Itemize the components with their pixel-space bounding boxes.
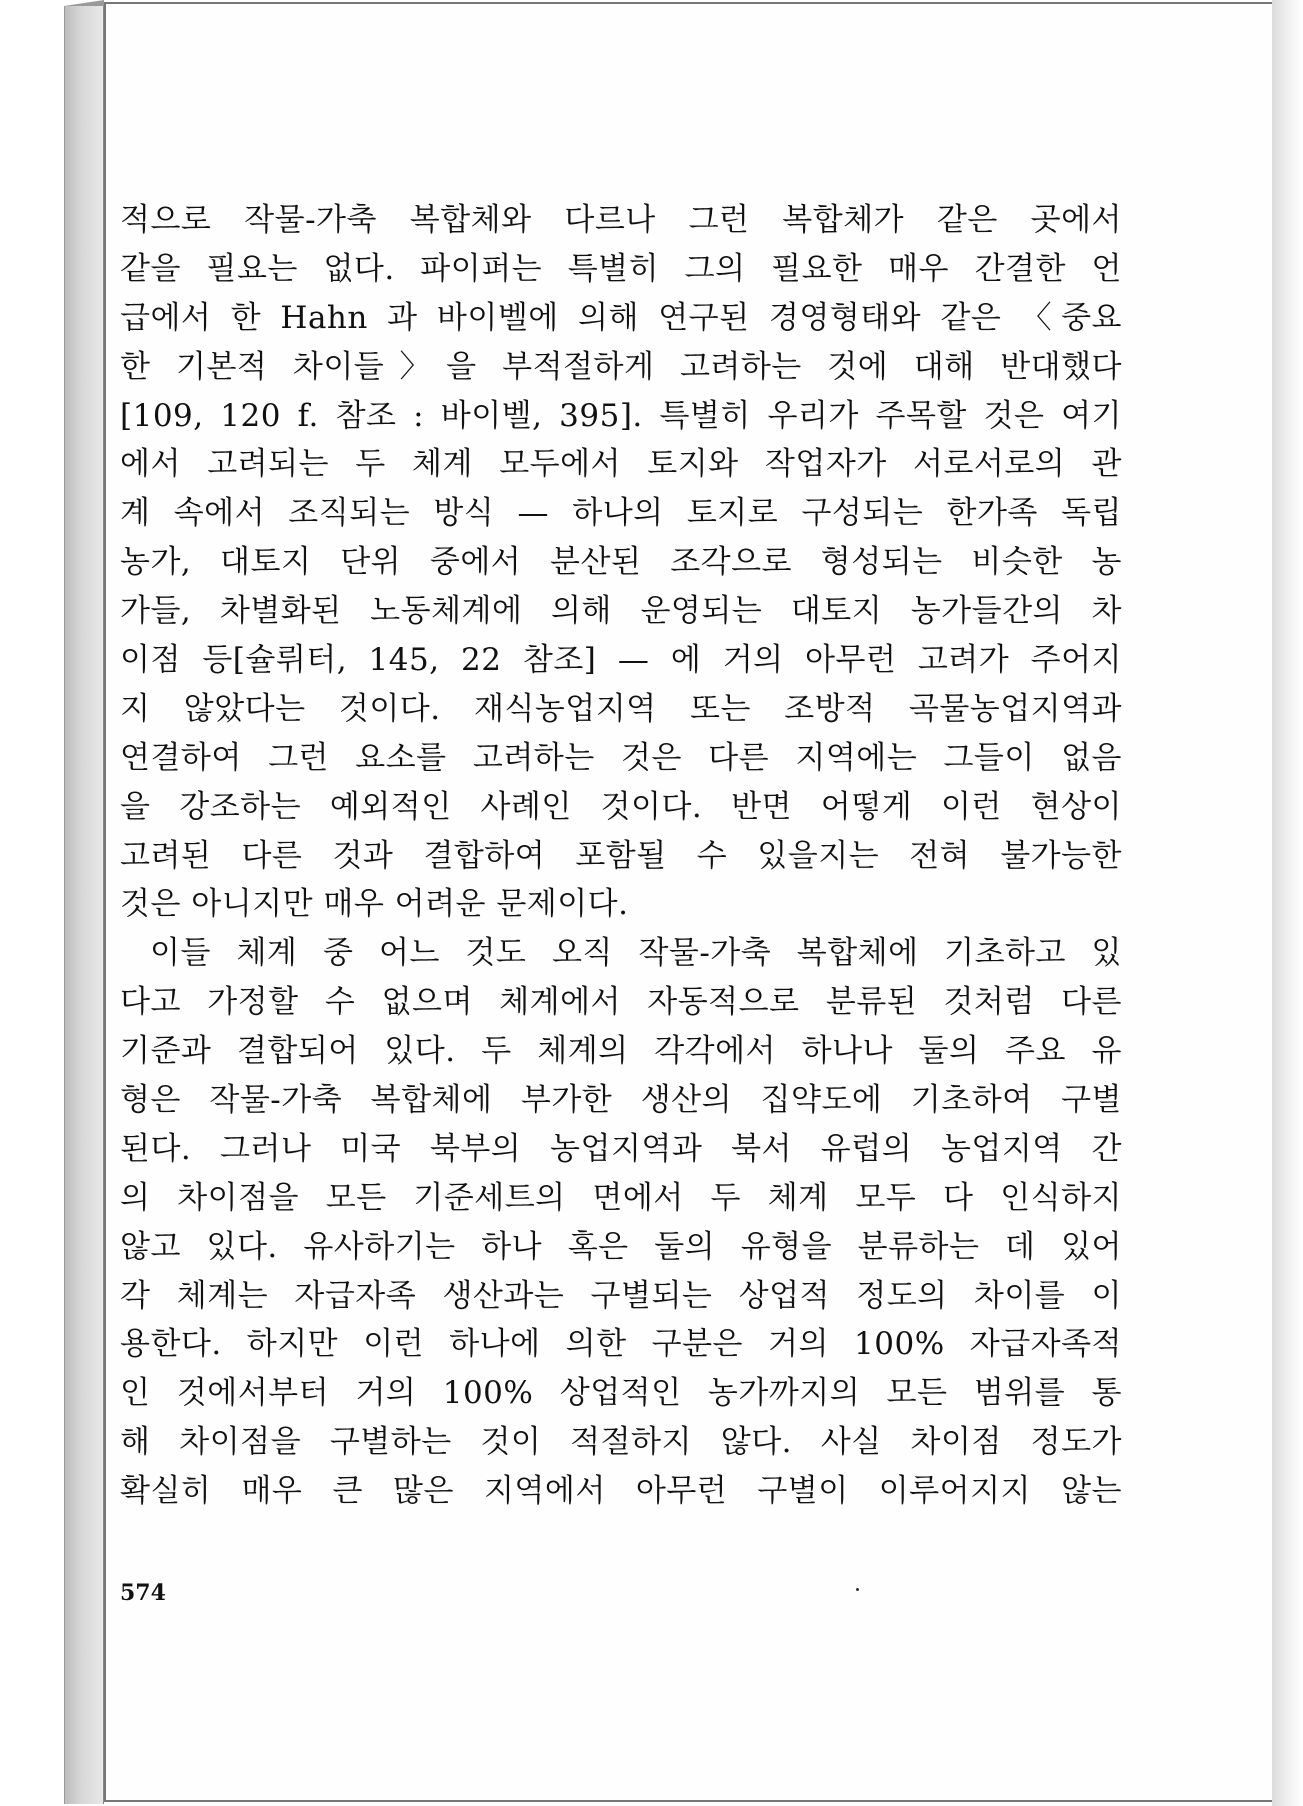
text-line: 기준과 결합되어 있다. 두 체계의 각각에서 하나나 둘의 주요 유 <box>120 1033 1122 1070</box>
book-spine <box>64 6 104 1804</box>
text-line: 급에서 한 Hahn 과 바이벨에 의해 연구된 경영형태와 같은 〈중요 <box>120 299 1122 336</box>
text-line: 각 체계는 자급자족 생산과는 구별되는 상업적 정도의 차이를 이 <box>120 1277 1122 1314</box>
text-line: 연결하여 그런 요소를 고려하는 것은 다른 지역에는 그들이 없음 <box>120 739 1122 776</box>
text-line: 한 기본적 차이들〉을 부적절하게 고려하는 것에 대해 반대했다 <box>120 348 1122 385</box>
text-line: 해 차이점을 구별하는 것이 적절하지 않다. 사실 차이점 정도가 <box>120 1424 1122 1461</box>
text-line: 이점 등[슐뤼터, 145, 22 참조] — 에 거의 아무런 고려가 주어지 <box>120 642 1122 679</box>
body-text <box>120 196 1122 1516</box>
text-line: 확실히 매우 큰 많은 지역에서 아무런 구별이 이루어지지 않는 <box>120 1473 1122 1510</box>
text-line: 같을 필요는 없다. 파이퍼는 특별히 그의 필요한 매우 간결한 언 <box>120 250 1122 287</box>
text-line: 인 것에서부터 거의 100% 상업적인 농가까지의 모든 범위를 통 <box>120 1375 1122 1412</box>
text-line: 계 속에서 조직되는 방식 — 하나의 토지로 구성되는 한가족 독립 <box>120 495 1122 532</box>
text-line: 다고 가정할 수 없으며 체계에서 자동적으로 분류된 것처럼 다른 <box>120 984 1122 1021</box>
text-line: 고려된 다른 것과 결합하여 포함될 수 있을지는 전혀 불가능한 <box>120 837 1122 874</box>
text-line: 적으로 작물-가축 복합체와 다르나 그런 복합체가 같은 곳에서 <box>120 202 1122 238</box>
text-line: 농가, 대토지 단위 중에서 분산된 조각으로 형성되는 비슷한 농 <box>120 544 1122 581</box>
text-line: 을 강조하는 예외적인 사례인 것이다. 반면 어떻게 이런 현상이 <box>120 788 1122 825</box>
text-line: 가들, 차별화된 노동체계에 의해 운영되는 대토지 농가들간의 차 <box>120 593 1122 630</box>
text-line: 않고 있다. 유사하기는 하나 혹은 둘의 유형을 분류하는 데 있어 <box>120 1228 1122 1265</box>
text-line: 지 않았다는 것이다. 재식농업지역 또는 조방적 곡물농업지역과 <box>120 690 1122 727</box>
page-number: 574 <box>120 1580 166 1606</box>
text-line: [109, 120 f. 참조 : 바이벨, 395]. 특별히 우리가 주목할 것은 여기 <box>120 397 1122 434</box>
text-line: 이들 체계 중 어느 것도 오직 작물-가축 복합체에 기초하고 있 <box>150 935 1122 972</box>
text-line: 된다. 그러나 미국 북부의 농업지역과 북서 유럽의 농업지역 간 <box>120 1130 1122 1167</box>
page-shadow <box>1272 0 1303 1806</box>
text-line: 에서 고려되는 두 체계 모두에서 토지와 작업자가 서로서로의 관 <box>120 446 1122 483</box>
text-line: 형은 작물-가축 복합체에 부가한 생산의 집약도에 기초하여 구별 <box>120 1082 1122 1119</box>
text-line: 것은 아니지만 매우 어려운 문제이다. <box>120 886 629 923</box>
text-line: 의 차이점을 모든 기준세트의 면에서 두 체계 모두 다 인식하지 <box>120 1179 1122 1216</box>
print-speck <box>856 1588 859 1591</box>
text-line: 용한다. 하지만 이런 하나에 의한 구분은 거의 100% 자급자족적 <box>120 1326 1122 1363</box>
